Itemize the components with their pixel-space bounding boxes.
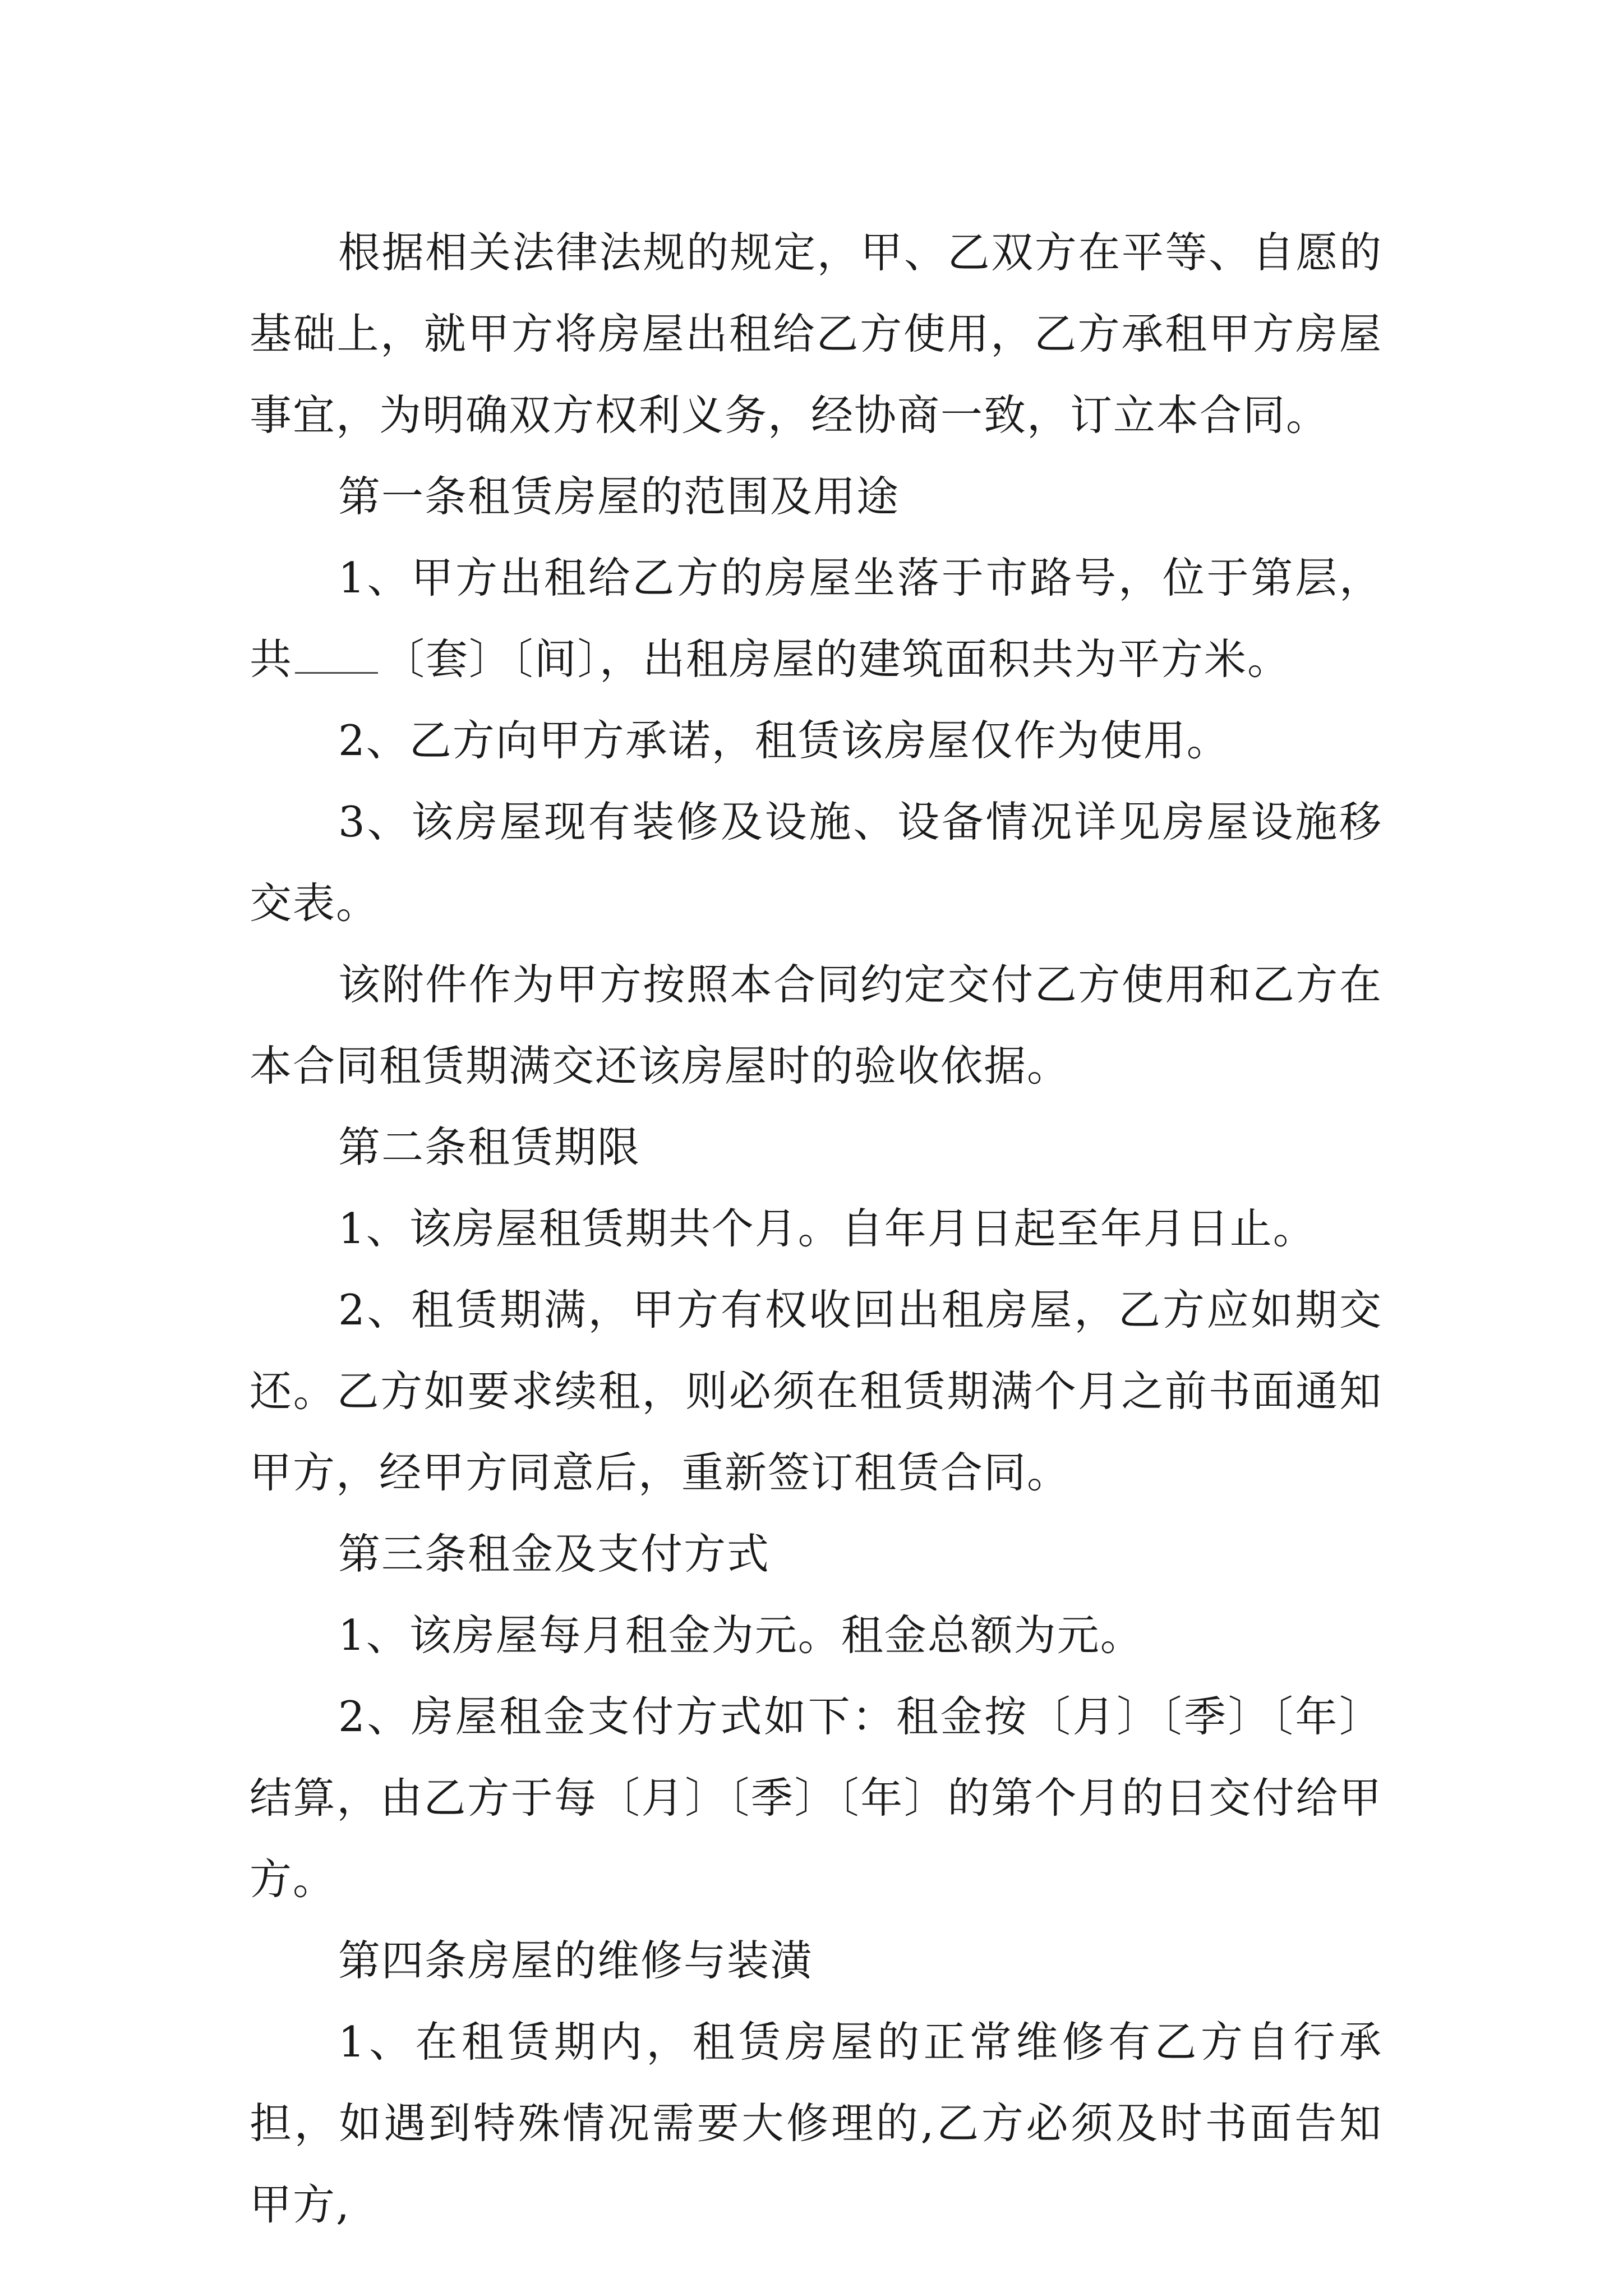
document-body — [250, 212, 1382, 2246]
article-3-heading: 第三条租金及支付方式 — [338, 1529, 771, 1579]
article-1-clause-1 — [250, 537, 1382, 700]
clause-text: 1、甲方出租给乙方的房屋坐落于市路号，位于第层，共 — [250, 553, 1382, 684]
fill-in-blank — [295, 637, 378, 674]
article-3-clause-1: 1、该房屋每月租金为元。租金总额为元。 — [338, 1611, 1144, 1660]
article-2-clause-2: 2、租赁期满，甲方有权收回出租房屋，乙方应如期交还。乙方如要求续租，则必须在租赁期满个月之前书面通知甲方，经甲方同意后，重新签订租赁合同。 — [250, 1285, 1382, 1497]
article-1-clause-3: 3、该房屋现有装修及设施、设备情况详见房屋设施移交表。 — [250, 797, 1382, 928]
article-1-heading: 第一条租赁房屋的范围及用途 — [338, 472, 900, 521]
article-4-clause-1: 1、在租赁期内，租赁房屋的正常维修有乙方自行承担，如遇到特殊情况需要大修理的,乙方必须及时书面告知甲方, — [250, 2017, 1382, 2229]
article-2-clause-1: 1、该房屋租赁期共个月。自年月日起至年月日止。 — [338, 1204, 1316, 1253]
clause-text: 〔套〕〔间〕，出租房屋的建筑面积共为平方米。 — [382, 634, 1291, 684]
article-4-heading: 第四条房屋的维修与装潢 — [338, 1936, 814, 1985]
article-1-note: 该附件作为甲方按照本合同约定交付乙方使用和乙方在本合同租赁期满交还该房屋时的验收依据。 — [250, 960, 1382, 1091]
article-1-clause-2: 2、乙方向甲方承诺，租赁该房屋仅作为使用。 — [338, 716, 1230, 765]
article-3-clause-2: 2、房屋租金支付方式如下：租金按〔月〕〔季〕〔年〕结算，由乙方于每〔月〕〔季〕〔年〕的第个月的日交付给甲方。 — [250, 1692, 1382, 1904]
intro-paragraph: 根据相关法律法规的规定，甲、乙双方在平等、自愿的基础上，就甲方将房屋出租给乙方使用，乙方承租甲方房屋事宜，为明确双方权利义务，经协商一致，订立本合同。 — [250, 228, 1382, 440]
article-2-heading: 第二条租赁期限 — [338, 1122, 641, 1172]
